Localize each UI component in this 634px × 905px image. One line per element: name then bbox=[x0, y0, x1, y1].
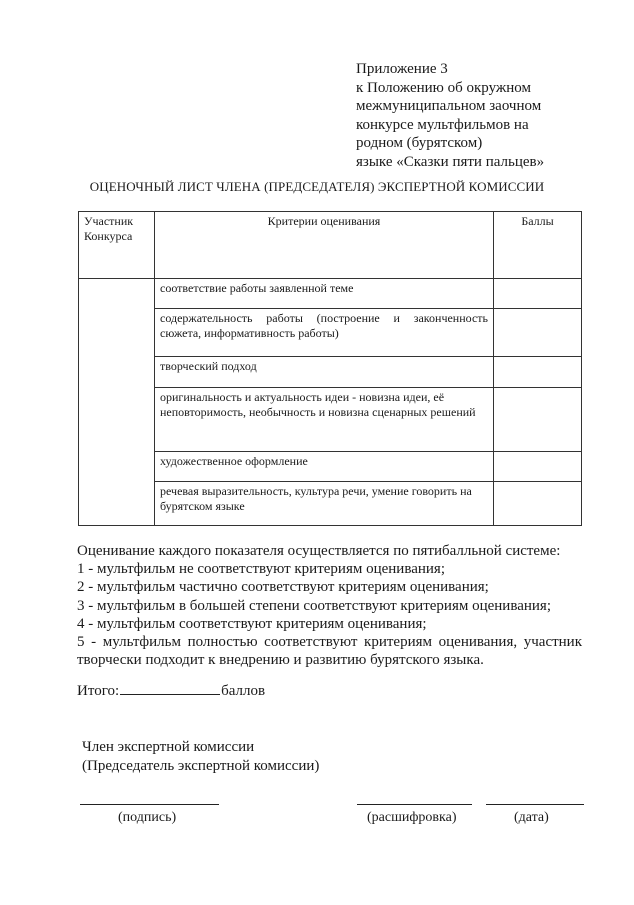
score-cell[interactable] bbox=[494, 388, 582, 452]
header-score bbox=[494, 212, 582, 279]
total-label: Итого: bbox=[77, 683, 120, 699]
scoring-intro: Оценивание каждого показателя осуществляется по пятибалльной системе: bbox=[77, 543, 561, 559]
signature-caption: (подпись) bbox=[118, 810, 177, 825]
header-criteria bbox=[155, 212, 494, 279]
appendix-heading bbox=[356, 60, 544, 171]
signature-line[interactable] bbox=[80, 804, 219, 805]
scoring-description bbox=[77, 542, 582, 669]
table-row bbox=[79, 309, 582, 357]
total-blank[interactable] bbox=[120, 680, 220, 695]
criterion-cell: оригинальность и актуальность идеи - новизна идеи, её неповторимость, необычность и новизна сценарных решений bbox=[155, 388, 494, 452]
scoring-item: 4 - мультфильм соответствуют критериям оценивания; bbox=[77, 615, 427, 632]
appendix-line: к Положению об окружном bbox=[356, 79, 531, 96]
criterion-cell: речевая выразительность, культура речи, умение говорить на бурятском языке bbox=[155, 482, 494, 526]
decoding-caption: (расшифровка) bbox=[367, 810, 457, 825]
table-row bbox=[79, 482, 582, 526]
committee-role bbox=[82, 738, 319, 775]
header-participant: Участник Конкурса bbox=[79, 212, 155, 279]
scoring-item: 3 - мультфильм в большей степени соответствуют критериям оценивания; bbox=[77, 597, 551, 614]
participant-cell[interactable] bbox=[79, 279, 155, 526]
score-cell[interactable] bbox=[494, 357, 582, 388]
role-line: (Председатель экспертной комиссии) bbox=[82, 757, 320, 774]
table-row bbox=[79, 279, 582, 309]
score-cell[interactable] bbox=[494, 309, 582, 357]
role-line: Член экспертной комиссии bbox=[82, 739, 255, 755]
table-row bbox=[79, 452, 582, 482]
score-cell[interactable] bbox=[494, 279, 582, 309]
scoring-item: 5 - мультфильм полностью соответствуют критериям оценивания, участник творчески подходит к внедрению и развитию бурятского языка. bbox=[77, 634, 582, 669]
score-cell[interactable] bbox=[494, 482, 582, 526]
decoding-line[interactable] bbox=[357, 804, 472, 805]
evaluation-table bbox=[78, 211, 582, 526]
criterion-cell: содержательность работы (построение и законченность сюжета, информативность работы) bbox=[155, 309, 494, 357]
document-title: ОЦЕНОЧНЫЙ ЛИСТ ЧЛЕНА (ПРЕДСЕДАТЕЛЯ) ЭКСПЕРТНОЙ КОМИССИИ bbox=[89, 179, 545, 194]
appendix-line: конкурсе мультфильмов на bbox=[356, 116, 529, 133]
header-score-label: Баллы bbox=[521, 214, 554, 228]
appendix-line: межмуниципальном заочном bbox=[356, 98, 542, 114]
appendix-line: Приложение 3 bbox=[356, 61, 448, 77]
table-row bbox=[79, 357, 582, 388]
total-line bbox=[77, 680, 265, 700]
date-line[interactable] bbox=[486, 804, 584, 805]
appendix-line: языке «Сказки пяти пальцев» bbox=[356, 153, 545, 170]
header-criteria-label: Критерии оценивания bbox=[267, 214, 381, 228]
scoring-item: 2 - мультфильм частично соответствуют критериям оценивания; bbox=[77, 579, 489, 596]
appendix-line: родном (бурятском) bbox=[356, 135, 483, 151]
scoring-item: 1 - мультфильм не соответствуют критериям оценивания; bbox=[77, 561, 445, 578]
table-row bbox=[79, 388, 582, 452]
date-caption: (дата) bbox=[514, 810, 549, 825]
criterion-cell: художественное оформление bbox=[155, 452, 494, 482]
score-cell[interactable] bbox=[494, 452, 582, 482]
criterion-cell: соответствие работы заявленной теме bbox=[155, 279, 494, 309]
table-header-row bbox=[79, 212, 582, 279]
criterion-cell: творческий подход bbox=[155, 357, 494, 388]
total-suffix: баллов bbox=[221, 683, 266, 699]
